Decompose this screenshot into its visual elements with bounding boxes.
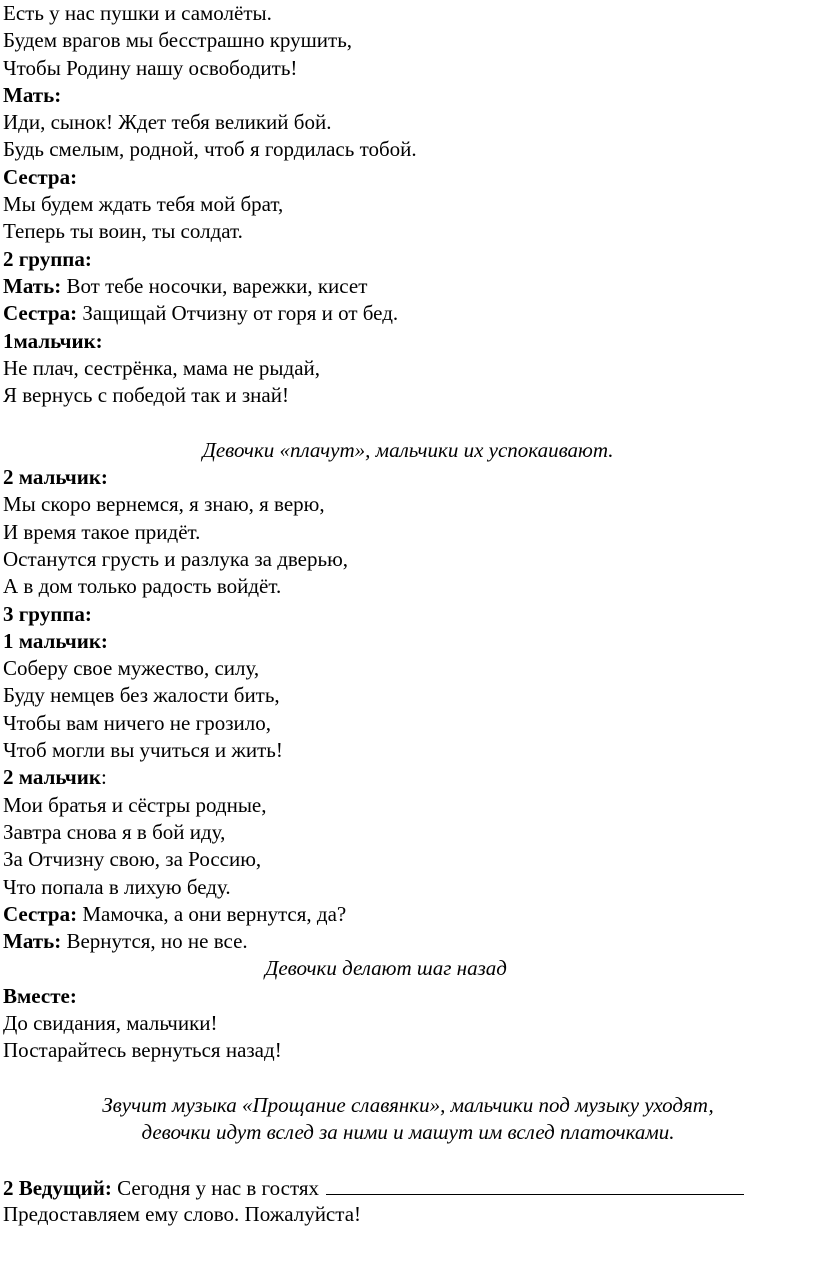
speaker-label: Мать:	[3, 82, 62, 107]
verse-line: Что попала в лихую беду.	[3, 874, 231, 899]
dialogue-line	[3, 928, 813, 955]
speaker-label: Сестра:	[3, 301, 78, 326]
speaker-label: 2 мальчик	[3, 765, 101, 790]
verse-line: Есть у нас пушки и самолёты.	[3, 1, 272, 25]
host-line	[3, 1174, 813, 1201]
verse-line: Останутся грусть и разлука за дверью,	[3, 546, 349, 571]
verse-line: Чтобы Родину нашу освободить!	[3, 55, 298, 80]
dialogue-text: Вот тебе носочки, варежки, кисет	[61, 273, 368, 298]
verse-line: Постарайтесь вернуться назад!	[3, 1038, 282, 1063]
stage-direction: Звучит музыка «Прощание славянки», мальчики под музыку уходят,	[102, 1092, 714, 1117]
speaker-label: Вместе:	[3, 983, 77, 1008]
verse-line: Мы будем ждать тебя мой брат,	[3, 192, 284, 217]
group-heading: 2 группа:	[3, 246, 92, 271]
speaker-label: 1 мальчик:	[3, 628, 108, 653]
blank-line	[3, 1146, 813, 1173]
verse-line: Мои братья и сёстры родные,	[3, 792, 267, 817]
speaker-colon: :	[100, 765, 107, 790]
verse-line: Соберу свое мужество, силу,	[3, 656, 260, 681]
verse-line: Я вернусь с победой так и знай!	[3, 383, 289, 408]
speaker-label: 1мальчик:	[3, 328, 103, 353]
dialogue-text: Сегодня у нас в гостях	[111, 1175, 325, 1200]
verse-line: Иди, сынок! Ждет тебя великий бой.	[3, 110, 332, 135]
blank-line	[3, 409, 813, 436]
verse-line: Предоставляем ему слово. Пожалуйста!	[3, 1202, 362, 1227]
verse-line: Чтобы вам ничего не грозило,	[3, 710, 271, 735]
dialogue-text: Защищай Отчизну от горя и от бед.	[77, 301, 399, 326]
verse-line: За Отчизну свою, за Россию,	[3, 847, 262, 872]
dialogue-text: Мамочка, а они вернутся, да?	[77, 901, 347, 926]
fill-in-blank	[326, 1174, 744, 1195]
verse-line: Завтра снова я в бой иду,	[3, 819, 226, 844]
group-heading: 3 группа:	[3, 601, 92, 626]
verse-line: До свидания, мальчики!	[3, 1010, 218, 1035]
verse-line: Теперь ты воин, ты солдат.	[3, 219, 243, 244]
verse-line: Чтоб могли вы учиться и жить!	[3, 738, 283, 763]
verse-line: Буду немцев без жалости бить,	[3, 683, 280, 708]
blank-line	[3, 1065, 813, 1092]
verse-line: Будем врагов мы бесстрашно крушить,	[3, 28, 353, 53]
dialogue-line	[3, 901, 813, 928]
speaker-label: Мать:	[3, 273, 62, 298]
verse-line: И время такое придёт.	[3, 519, 201, 544]
verse-line: Мы скоро вернемся, я знаю, я верю,	[3, 492, 325, 517]
speaker-label: Мать:	[3, 929, 62, 954]
speaker-label: 2 мальчик:	[3, 465, 108, 490]
speaker-label: Сестра:	[3, 901, 78, 926]
dialogue-text: Вернутся, но не все.	[61, 929, 248, 954]
stage-direction: Девочки делают шаг назад	[265, 956, 507, 981]
stage-direction: девочки идут вслед за ними и машут им вслед платочками.	[141, 1120, 675, 1145]
verse-line: А в дом только радость войдёт.	[3, 574, 282, 599]
dialogue-line	[3, 300, 813, 327]
stage-direction: Девочки «плачут», мальчики их успокаивают.	[202, 437, 614, 462]
verse-line: Будь смелым, родной, чтоб я гордилась тобой.	[3, 137, 417, 162]
speaker-line	[3, 764, 813, 791]
document-page	[3, 0, 813, 1228]
verse-line: Не плач, сестрёнка, мама не рыдай,	[3, 355, 321, 380]
dialogue-line	[3, 273, 813, 300]
speaker-label: 2 Ведущий:	[3, 1175, 112, 1200]
speaker-label: Сестра:	[3, 164, 78, 189]
